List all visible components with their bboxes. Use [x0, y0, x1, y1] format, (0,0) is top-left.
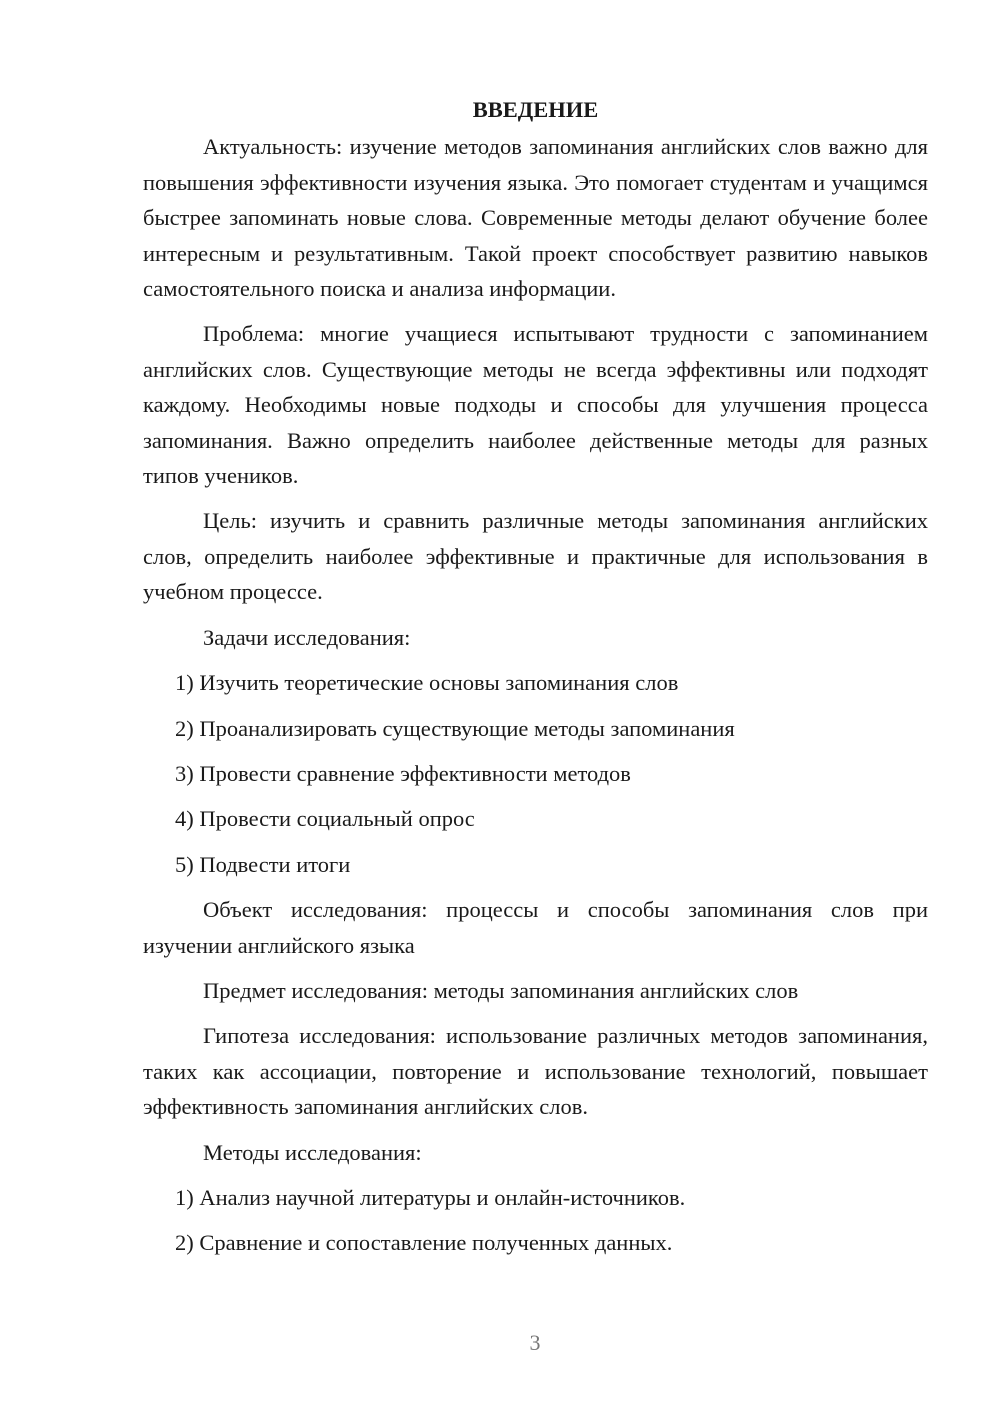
paragraph-relevance: Актуальность: изучение методов запоминания английских слов важно для повышения эффективности изучения языка. Это помогает студентам и учащимся быстрее запоминать новые слова. Современные методы делают обучение более интересным и результативным. Такой проект способствует развитию навыков самостоятельного поиска и анализа информации.: [143, 134, 928, 302]
task-item: 4) Провести социальный опрос: [175, 806, 475, 832]
paragraph-problem: Проблема: многие учащиеся испытывают трудности с запоминанием английских слов. Существующие методы не всегда эффективны или подходят каждому. Необходимы новые подходы и способы для улучшения процесса запоминания. Важно определить наиболее действенные методы для разных типов учеников.: [143, 321, 928, 489]
methods-title: Методы исследования:: [203, 1139, 422, 1165]
task-item: 2) Проанализировать существующие методы запоминания: [175, 715, 735, 741]
task-item: 5) Подвести итоги: [175, 851, 351, 877]
section-heading: ВВЕДЕНИЕ: [472, 97, 599, 122]
paragraph-goal: Цель: изучить и сравнить различные методы запоминания английских слов, определить наиболее эффективные и практичные для использования в учебном процессе.: [143, 508, 928, 605]
page-number: 3: [529, 1330, 541, 1355]
paragraph-hypothesis: Гипотеза исследования: использование различных методов запоминания, таких как ассоциации, повторение и использование технологий, повышает эффективность запоминания английских слов.: [143, 1023, 928, 1120]
page-content: [143, 92, 928, 1261]
task-item: 3) Провести сравнение эффективности методов: [175, 760, 631, 786]
tasks-title: Задачи исследования:: [203, 624, 411, 650]
method-item: 1) Анализ научной литературы и онлайн-источников.: [175, 1184, 686, 1210]
method-item: 2) Сравнение и сопоставление полученных данных.: [175, 1230, 673, 1256]
paragraph-object: Объект исследования: процессы и способы запоминания слов при изучении английского языка: [143, 897, 928, 958]
paragraph-subject: Предмет исследования: методы запоминания английских слов: [203, 977, 799, 1003]
task-item: 1) Изучить теоретические основы запоминания слов: [175, 670, 679, 696]
